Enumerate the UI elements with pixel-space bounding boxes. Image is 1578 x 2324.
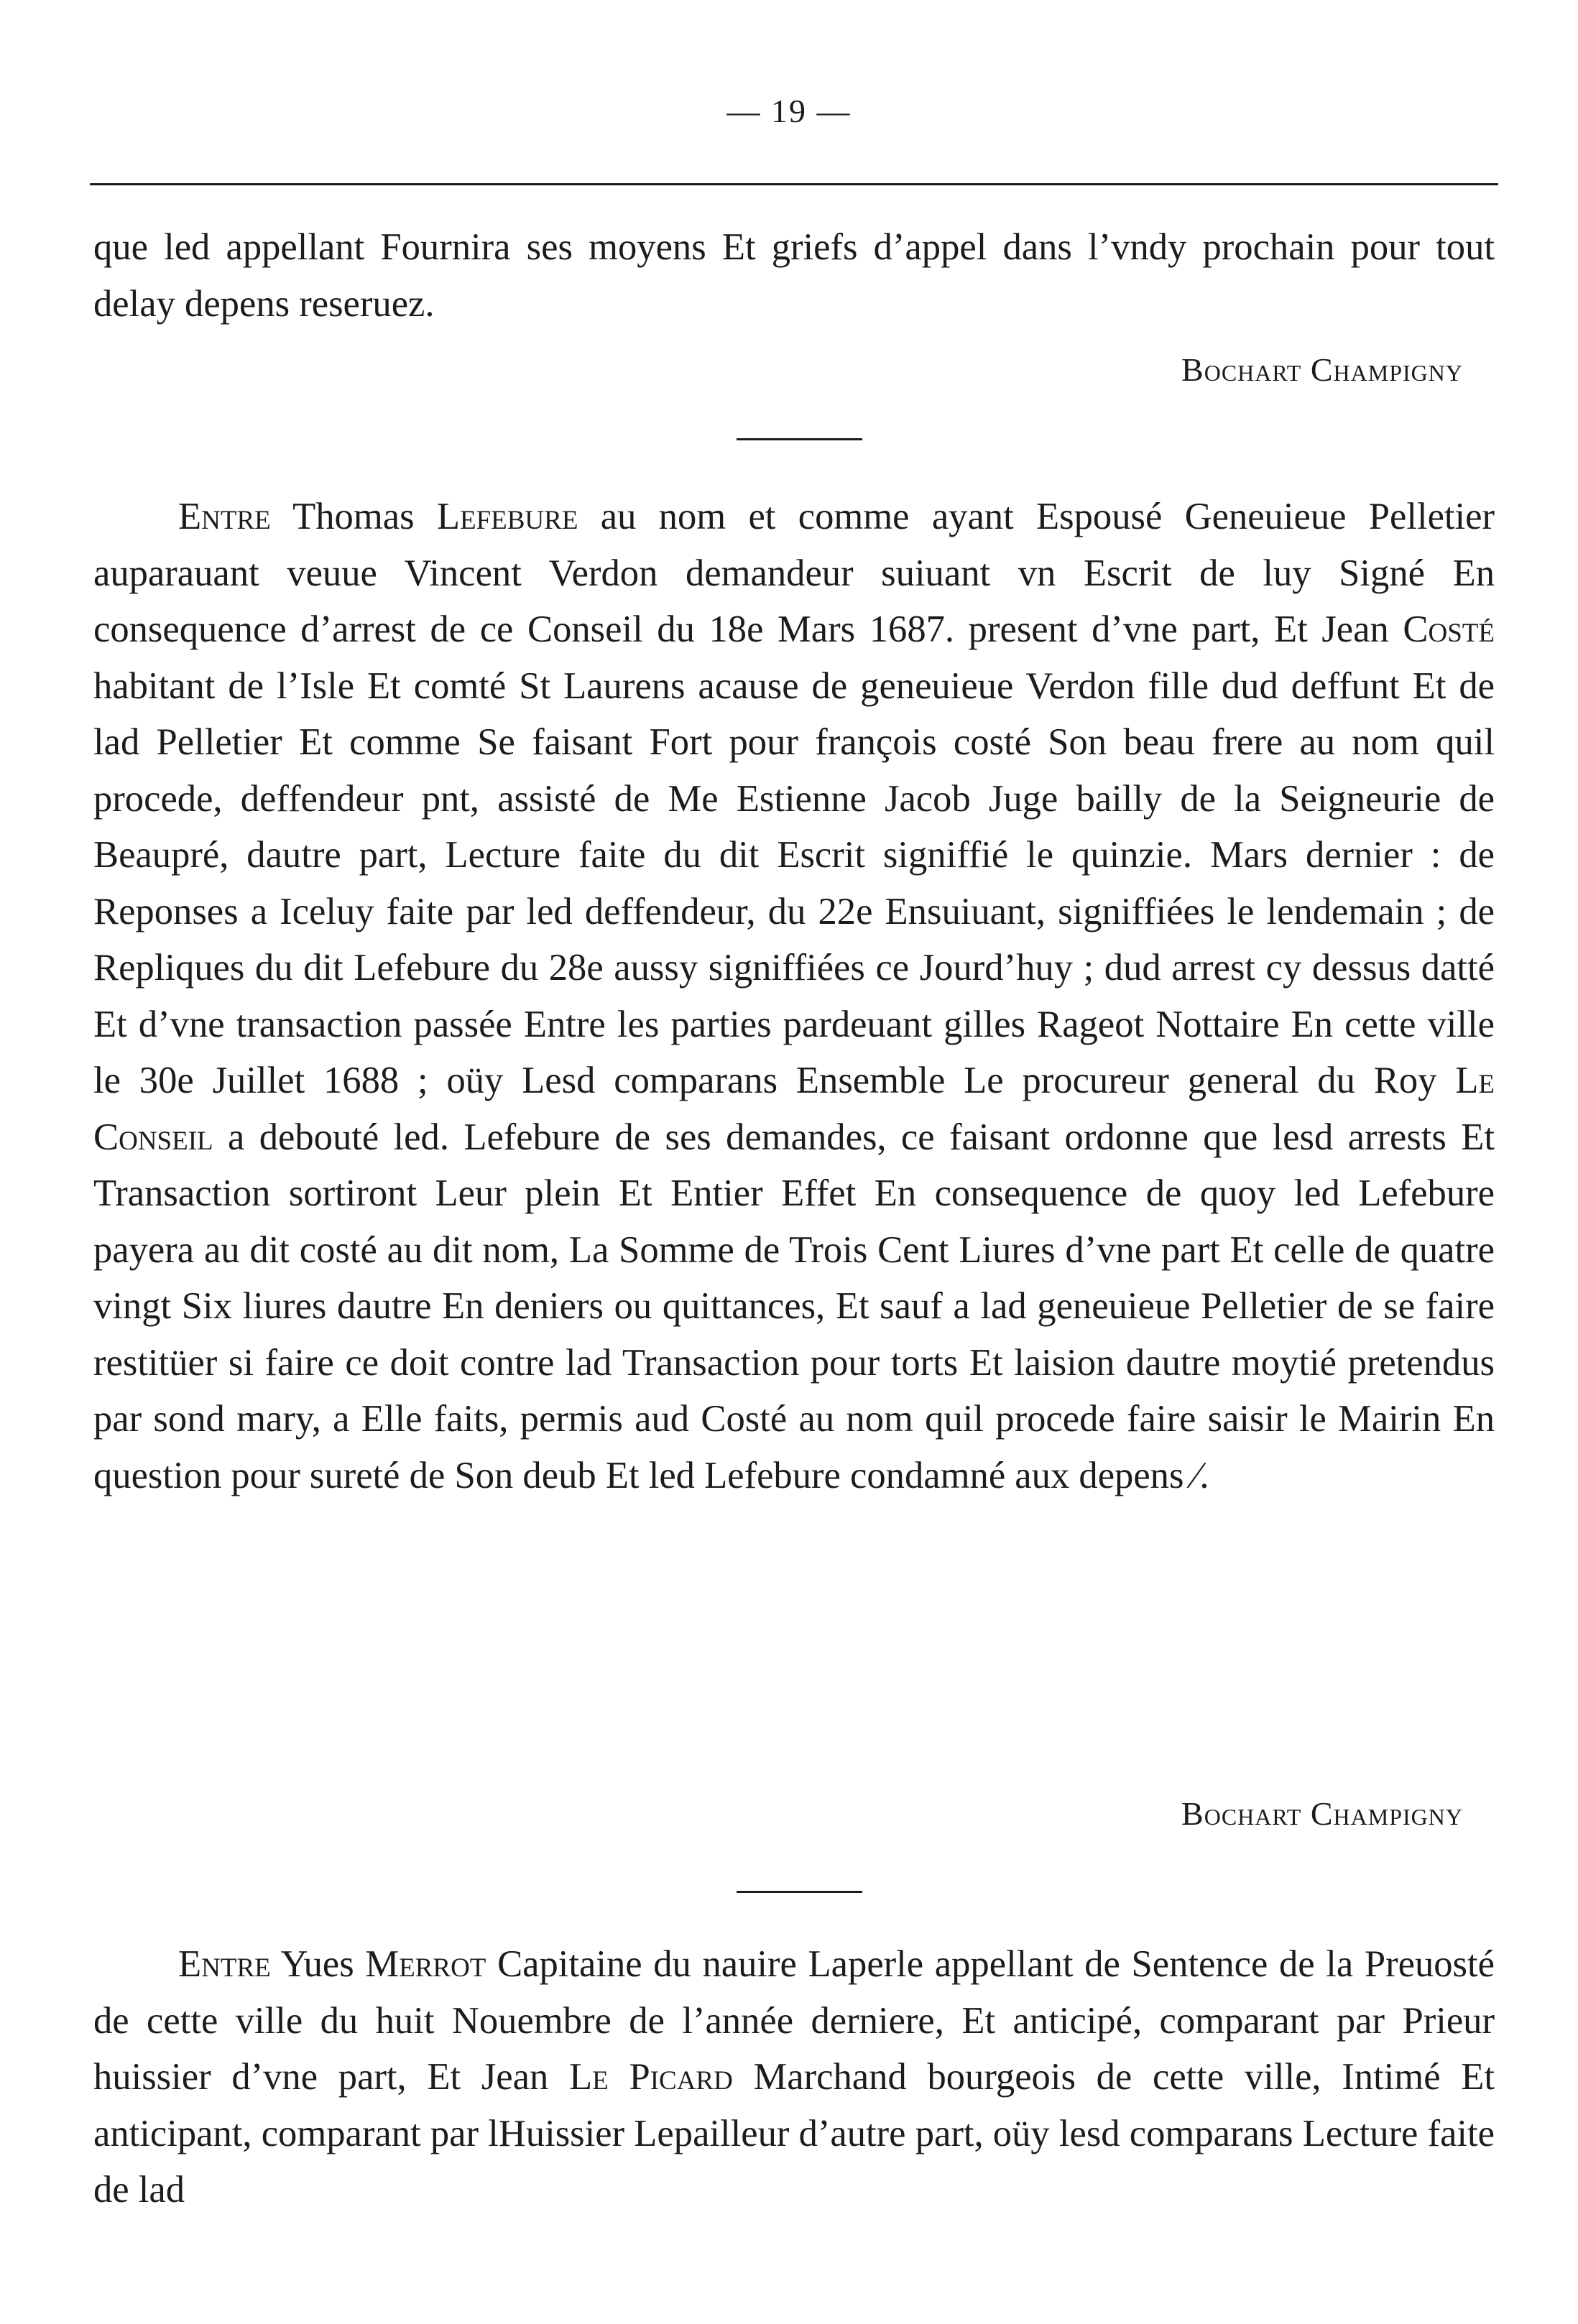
paragraph-text: que led appellant Fournira ses moyens Et griefs d’appel dans l’vndy prochain pour tout delay depens reseruez. — [93, 226, 1495, 325]
le-conseil: Le Conseil — [93, 1060, 1495, 1158]
signature-2: Bochart Champigny — [1181, 1795, 1463, 1832]
section-separator-1 — [737, 438, 862, 440]
signature-1: Bochart Champigny — [1181, 351, 1463, 388]
paragraph-lefebure-coste — [93, 489, 1495, 1504]
header-rule — [90, 183, 1498, 185]
paragraph-text-part3: a debouté led. Lefebure de ses demandes, ce faisant ordonne que lesd arrests Et Transaction sortiront Leur plein Et Entier Effet En consequence de quoy led Lefebure payera au dit costé au dit nom, La Somme de Trois Cent Liures d’vne part Et celle de quatre vingt Six liures dautre En deniers ou quittances, Et sauf a lad geneuieue Pelletier de se faire restitüer si faire ce doit contre lad Transaction pour torts Et laision dautre moytié pretendus par sond mary, a Elle faits, permis aud Costé au nom quil procede faire saisir le Mairin En question pour sureté de Son deub Et led Lefebure condamné aux depens ⁄. — [93, 1116, 1495, 1496]
paragraph-text-part1: Capitaine du nauire Laperle appellant de Sentence de la Preuosté de cette ville du huit Nouembre de l’année derniere, Et anticipé, comparant par Prieur huissier d’vne part, Et Jean — [93, 1943, 1495, 2098]
paragraph-text-part2: habitant de l’Isle Et comté St Laurens acause de geneuieue Verdon fille dud deffunt Et de lad Pelletier Et comme Se faisant Fort pour françois costé Son beau frere au nom quil procede, deffendeur pnt, assisté de Me Estienne Jacob Juge bailly de la Seigneurie de Beaupré, dautre part, Lecture faite du dit Escrit signiffié le quinzie. Mars dernier : de Reponses a Iceluy faite par led deffendeur, du 22e Ensuiuant, signiffiées le lendemain ; de Repliques du dit Lefebure du 28e aussy signiffiées ce Jourd’huy ; dud arrest cy dessus datté Et d’vne transaction passée Entre les parties pardeuant gilles Rageot Nottaire En cette ville le 30e Juillet 1688 ; oüy Lesd comparans Ensemble Le procureur general du Roy — [93, 665, 1495, 1101]
party-surname: Lefebure — [436, 496, 578, 537]
page-number: — 19 — — [726, 93, 852, 129]
paragraph-text-part2: Marchand bourgeois de cette ville, Intimé Et anticipant, comparant par lHuissier Lepailleur d’autre part, oüy lesd comparans Lecture faite de lad — [93, 2056, 1495, 2210]
party-surname: Merrot — [365, 1943, 486, 1985]
entre-word: Entre — [178, 496, 271, 537]
party-given-name: Thomas — [292, 496, 415, 537]
party-given-name: Yues — [280, 1943, 354, 1985]
entre-word: Entre — [178, 1943, 271, 1985]
party-surname: Le Picard — [569, 2056, 733, 2098]
party-surname: Costé — [1403, 608, 1495, 650]
section-separator-2 — [737, 1891, 862, 1893]
paragraph-merrot-lepicard — [93, 1936, 1495, 2218]
paragraph-text-part1: au nom et comme ayant Espousé Geneuieue Pelletier auparauant veuue Vincent Verdon demandeur suiuant vn Escrit de luy Signé En consequence d’arrest de ce Conseil du 18e Mars 1687. present d’vne part, Et Jean — [93, 496, 1495, 650]
paragraph-continuation — [93, 219, 1495, 332]
